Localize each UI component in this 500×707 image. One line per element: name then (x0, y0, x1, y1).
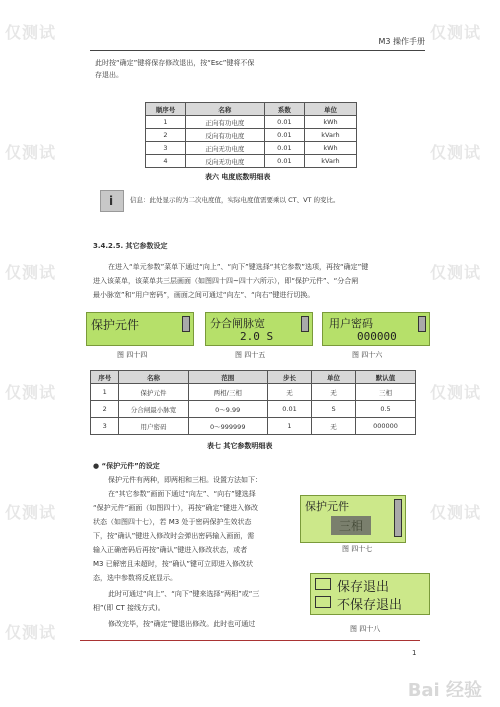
table-row (146, 142, 357, 155)
brand-logo: Bai 经验 (407, 680, 482, 701)
table6-header: 顺序号 (146, 103, 186, 116)
table7-header: 范围 (188, 371, 267, 384)
section-title: 3.4.2.5. 其它参数设定 (93, 242, 168, 250)
section-line-1: 在进入“单元参数”菜单下通过“向上”、“向下”键选择“其它参数”选项，再按“确定”键 (108, 263, 369, 271)
table-row (91, 384, 416, 401)
watermark: 仅测试 (430, 263, 482, 282)
cell: 000000 (355, 418, 415, 435)
lcd45-line-1: 分合闸脉宽 (210, 317, 265, 330)
cell: 0.01 (264, 116, 304, 129)
table6-header: 名称 (185, 103, 264, 116)
cell: 2 (91, 401, 119, 418)
cell: kVarh (304, 129, 356, 142)
lcd48-line-2: 不保存退出 (337, 598, 403, 613)
bullet-line-3: “保护元件”画面（如图四十），再按“确定”键进入修改 (93, 504, 259, 512)
bullet-line-8: 态，选中参数将反底显示。 (93, 574, 177, 582)
cell: 正向无功电度 (185, 142, 264, 155)
cell: 保护元件 (119, 384, 188, 401)
watermark: 仅测试 (5, 623, 57, 642)
bullet-line-2: 在“其它参数”画面下通过“向左”、“向右”键选择 (108, 490, 256, 498)
cell: 无 (312, 418, 356, 435)
cell: kWh (304, 116, 356, 129)
scrollbar-icon (418, 316, 426, 332)
cell: 3 (146, 142, 186, 155)
watermark: 仅测试 (5, 263, 57, 282)
watermark: 仅测试 (5, 143, 57, 162)
cell: 两相/三相 (188, 384, 267, 401)
cell: 1 (91, 384, 119, 401)
watermark: 仅测试 (430, 143, 482, 162)
bullet-line-6: 输入正确密码后再按“确认”键进入修改状态，或者 (93, 546, 248, 554)
page-header (90, 36, 425, 51)
watermark: 仅测试 (5, 503, 57, 522)
lcd45-line-2: 2.0 S (240, 330, 274, 343)
bullet-line-5: 下，按“确认”键进入修改时会弹出密码输入画面，需 (93, 532, 255, 540)
header-title: M3 操作手册 (378, 37, 425, 46)
table-row (146, 116, 357, 129)
info-icon: i (100, 190, 124, 212)
lcd-figure-44 (86, 312, 194, 346)
bullet-line-4: 状态（如图四十七），若 M3 处于密码保护生效状态 (93, 518, 252, 526)
scrollbar-icon (182, 316, 190, 332)
table6-caption: 表六 电度底数明细表 (205, 173, 271, 181)
cell: 3 (91, 418, 119, 435)
lcd47-line-2-selected: 三相 (331, 516, 371, 535)
cell: 三相 (355, 384, 415, 401)
cell: 0.01 (264, 155, 304, 168)
scrollbar-icon (301, 316, 309, 332)
lcd-figure-47 (300, 495, 406, 543)
cell: 1 (146, 116, 186, 129)
figure-45-caption: 图 四十五 (235, 351, 266, 359)
cell: 无 (267, 384, 311, 401)
lcd-figure-48 (310, 573, 430, 615)
enter-icon (315, 578, 331, 590)
page-number: 1 (412, 649, 417, 657)
intro-line-2: 存退出。 (95, 71, 123, 79)
cell: 用户密码 (119, 418, 188, 435)
lcd47-line-1: 保护元件 (305, 500, 349, 513)
cell: kVarh (304, 155, 356, 168)
scrollbar-icon (394, 499, 402, 537)
bullet-line-9: 此时可通过“向上”、“向下”键来选择“两相”或“三 (108, 590, 260, 598)
cell: 0.01 (264, 142, 304, 155)
table6-header: 单位 (304, 103, 356, 116)
lcd48-line-1: 保存退出 (337, 580, 390, 595)
table7-header: 默认值 (355, 371, 415, 384)
figure-44-caption: 图 四十四 (117, 351, 148, 359)
section-line-2: 进入该菜单，该菜单共三层画面（如图四十四~四十六所示），即“保护元件”、“分合闸 (93, 277, 359, 285)
esc-icon (315, 596, 331, 608)
figure-47-caption: 图 四十七 (342, 545, 373, 553)
watermark: 仅测试 (5, 23, 57, 42)
cell: kWh (304, 142, 356, 155)
cell: 0.01 (267, 401, 311, 418)
table-7 (90, 370, 416, 435)
watermark: 仅测试 (430, 23, 482, 42)
table6-header: 系数 (264, 103, 304, 116)
table-6 (145, 102, 357, 168)
section-line-3: 最小脉宽”和“用户密码”，画面之间可通过“向左”、“向右”键进行切换。 (93, 291, 315, 299)
lcd46-line-1: 用户密码 (329, 317, 373, 330)
table-row (91, 418, 416, 435)
cell: 0～999999 (188, 418, 267, 435)
cell: 2 (146, 129, 186, 142)
cell: 反向有功电度 (185, 129, 264, 142)
table7-header: 步长 (267, 371, 311, 384)
bullet-line-1: 保护元件有两种，即两相和三相。设置方法如下： (108, 476, 262, 484)
figure-48-caption: 图 四十八 (350, 625, 381, 633)
lcd44-text: 保护元件 (91, 318, 140, 332)
cell: S (312, 401, 356, 418)
cell: 0.01 (264, 129, 304, 142)
watermark: 仅测试 (5, 383, 57, 402)
cell: 0.5 (355, 401, 415, 418)
cell: 正向有功电度 (185, 116, 264, 129)
table7-caption: 表七 其它参数明细表 (207, 442, 273, 450)
table-row (146, 155, 357, 168)
bullet-line-7: M3 已解密且未超时，按“确认”键可立即进入修改状 (93, 560, 253, 568)
cell: 反向无功电度 (185, 155, 264, 168)
lcd-figure-46 (322, 312, 430, 346)
cell: 无 (312, 384, 356, 401)
cell: 4 (146, 155, 186, 168)
table7-header: 单位 (312, 371, 356, 384)
lcd-figure-45 (205, 312, 313, 346)
cell: 1 (267, 418, 311, 435)
table7-header: 序号 (91, 371, 119, 384)
table7-header: 名称 (119, 371, 188, 384)
figure-46-caption: 图 四十六 (352, 351, 383, 359)
watermark: 仅测试 (430, 383, 482, 402)
bullet-title: ● “保护元件”的设定 (93, 462, 160, 470)
bullet-line-11: 修改完毕，按“确定”键退出修改。此时也可通过 (108, 620, 256, 628)
lcd46-line-2: 000000 (357, 330, 397, 343)
footer-rule (80, 640, 420, 641)
watermark: 仅测试 (430, 503, 482, 522)
cell: 分合闸最小脉宽 (119, 401, 188, 418)
table-row (146, 129, 357, 142)
bullet-title-text: “保护元件”的设定 (101, 462, 160, 470)
cell: 0～9.99 (188, 401, 267, 418)
table-row (91, 401, 416, 418)
intro-line-1: 此时按“确定”键将保存修改退出，按“Esc”键将不保 (95, 59, 255, 67)
info-note: 信息：此处显示的为二次电度值，实际电度值需要乘以 CT、VT 的变比。 (130, 196, 340, 204)
bullet-line-10: 相”(即 CT 接线方式)。 (93, 604, 165, 612)
